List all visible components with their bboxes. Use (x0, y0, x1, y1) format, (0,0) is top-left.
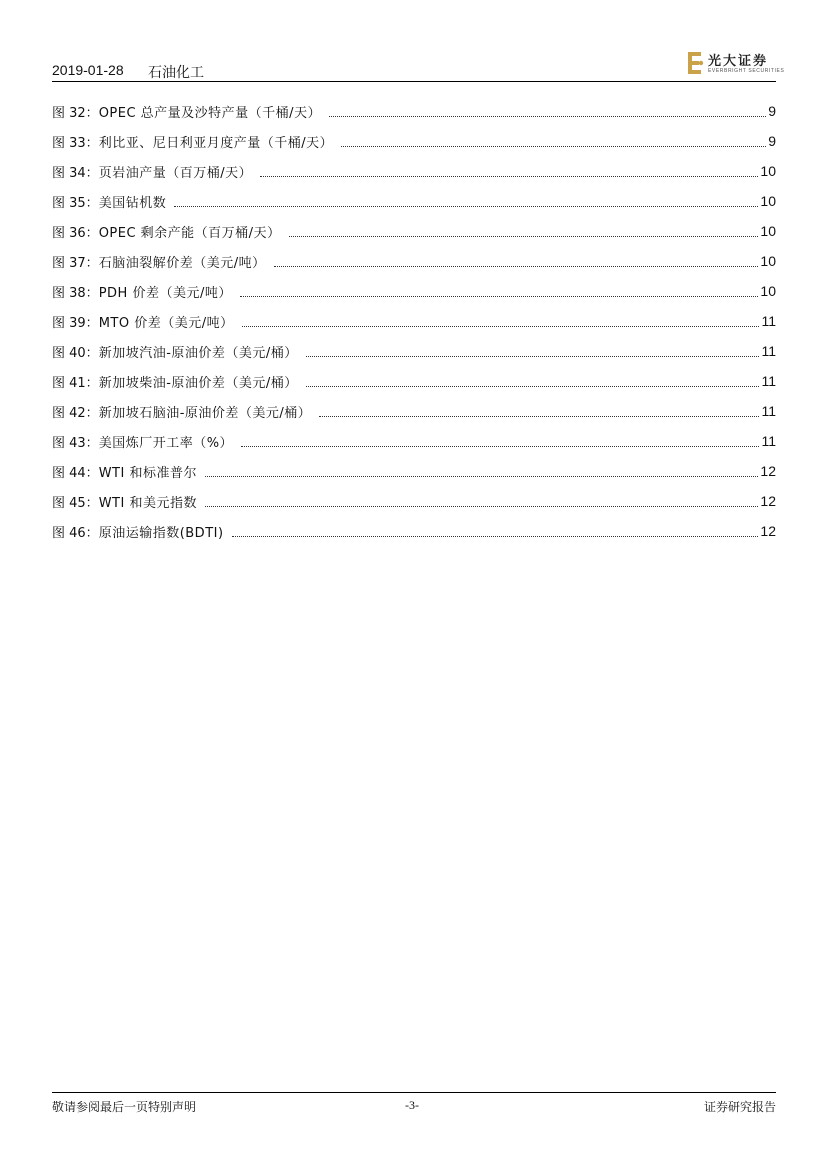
toc-entry[interactable] (52, 246, 776, 276)
report-section: 石油化工 (148, 65, 204, 81)
toc-figure-number: 图 42： (52, 405, 99, 421)
toc-figure-number: 图 44： (52, 465, 99, 481)
toc-entry[interactable] (52, 186, 776, 216)
toc-figure-title: WTI 和标准普尔 (98, 465, 197, 481)
toc-page-number: 10 (760, 223, 776, 239)
toc-page-number: 10 (760, 253, 776, 269)
toc-dot-leader (306, 385, 760, 387)
toc-page-number: 11 (761, 403, 776, 419)
toc-dot-leader (205, 475, 758, 477)
logo-english-text: EVERBRIGHT SECURITIES (708, 68, 785, 74)
toc-entry[interactable] (52, 486, 776, 516)
toc-dot-leader (306, 355, 760, 357)
toc-figure-number: 图 43： (52, 435, 99, 451)
toc-page-number: 12 (760, 493, 776, 509)
toc-figure-title: 美国炼厂开工率（%） (98, 435, 234, 451)
footer-report-type: 证券研究报告 (703, 1100, 776, 1114)
page-number: -3- (405, 1098, 419, 1112)
toc-dot-leader (232, 535, 759, 537)
everbright-logo (688, 50, 785, 78)
report-date: 2019-01-28 (52, 62, 124, 78)
toc-dot-leader (205, 505, 758, 507)
toc-entry[interactable] (52, 426, 776, 456)
toc-page-number: 11 (761, 373, 776, 389)
toc-entry[interactable] (52, 156, 776, 186)
toc-figure-number: 图 45： (52, 495, 99, 511)
toc-figure-number: 图 39： (52, 315, 99, 331)
toc-figure-number: 图 35： (52, 195, 99, 211)
toc-entry[interactable] (52, 516, 776, 546)
footer-disclaimer: 敬请参阅最后一页特别声明 (52, 1100, 197, 1114)
toc-figure-number: 图 38： (52, 285, 99, 301)
header-divider (52, 81, 776, 82)
toc-figure-title: 石脑油裂解价差（美元/吨） (98, 255, 266, 271)
toc-entry[interactable] (52, 216, 776, 246)
logo-mark-icon (688, 52, 704, 74)
toc-dot-leader (241, 445, 759, 447)
toc-dot-leader (274, 265, 759, 267)
toc-figure-number: 图 36： (52, 225, 99, 241)
toc-figure-title: OPEC 剩余产能（百万桶/天） (98, 225, 281, 241)
page-header (52, 50, 785, 82)
toc-dot-leader (260, 175, 758, 177)
toc-page-number: 10 (760, 193, 776, 209)
toc-entry[interactable] (52, 336, 776, 366)
toc-figure-title: 新加坡汽油-原油价差（美元/桶） (98, 345, 298, 361)
toc-entry[interactable] (52, 306, 776, 336)
toc-page-number: 12 (760, 463, 776, 479)
toc-figure-title: 利比亚、尼日利亚月度产量（千桶/天） (98, 135, 334, 151)
toc-figure-number: 图 41： (52, 375, 99, 391)
toc-page-number: 12 (760, 523, 776, 539)
footer-divider (52, 1092, 776, 1093)
toc-entry[interactable] (52, 96, 776, 126)
toc-page-number: 10 (760, 163, 776, 179)
toc-page-number: 11 (761, 343, 776, 359)
toc-figure-title: 新加坡柴油-原油价差（美元/桶） (98, 375, 298, 391)
toc-figure-number: 图 33： (52, 135, 99, 151)
toc-entry[interactable] (52, 456, 776, 486)
toc-page-number: 9 (768, 133, 776, 149)
toc-page-number: 11 (761, 313, 776, 329)
toc-entry[interactable] (52, 366, 776, 396)
toc-dot-leader (289, 235, 759, 237)
toc-dot-leader (319, 415, 759, 417)
toc-dot-leader (174, 205, 758, 207)
toc-figure-number: 图 34： (52, 165, 99, 181)
toc-figure-title: PDH 价差（美元/吨） (98, 285, 232, 301)
toc-figure-title: OPEC 总产量及沙特产量（千桶/天） (98, 105, 322, 121)
figure-list (52, 96, 776, 546)
toc-page-number: 11 (761, 433, 776, 449)
toc-entry[interactable] (52, 396, 776, 426)
toc-figure-number: 图 32： (52, 105, 99, 121)
toc-figure-number: 图 37： (52, 255, 99, 271)
toc-entry[interactable] (52, 126, 776, 156)
toc-figure-title: 页岩油产量（百万桶/天） (98, 165, 253, 181)
toc-dot-leader (242, 325, 760, 327)
toc-figure-title: 美国钻机数 (98, 195, 167, 211)
toc-figure-title: WTI 和美元指数 (98, 495, 197, 511)
toc-page-number: 10 (760, 283, 776, 299)
logo-chinese-text: 光大证券 (708, 54, 769, 69)
toc-dot-leader (329, 115, 766, 117)
toc-figure-title: 原油运输指数(BDTI) (98, 525, 224, 541)
toc-entry[interactable] (52, 276, 776, 306)
toc-figure-number: 图 40： (52, 345, 99, 361)
toc-figure-title: MTO 价差（美元/吨） (98, 315, 234, 331)
toc-figure-title: 新加坡石脑油-原油价差（美元/桶） (98, 405, 312, 421)
toc-figure-number: 图 46： (52, 525, 99, 541)
toc-dot-leader (341, 145, 766, 147)
toc-page-number: 9 (768, 103, 776, 119)
toc-dot-leader (240, 295, 759, 297)
